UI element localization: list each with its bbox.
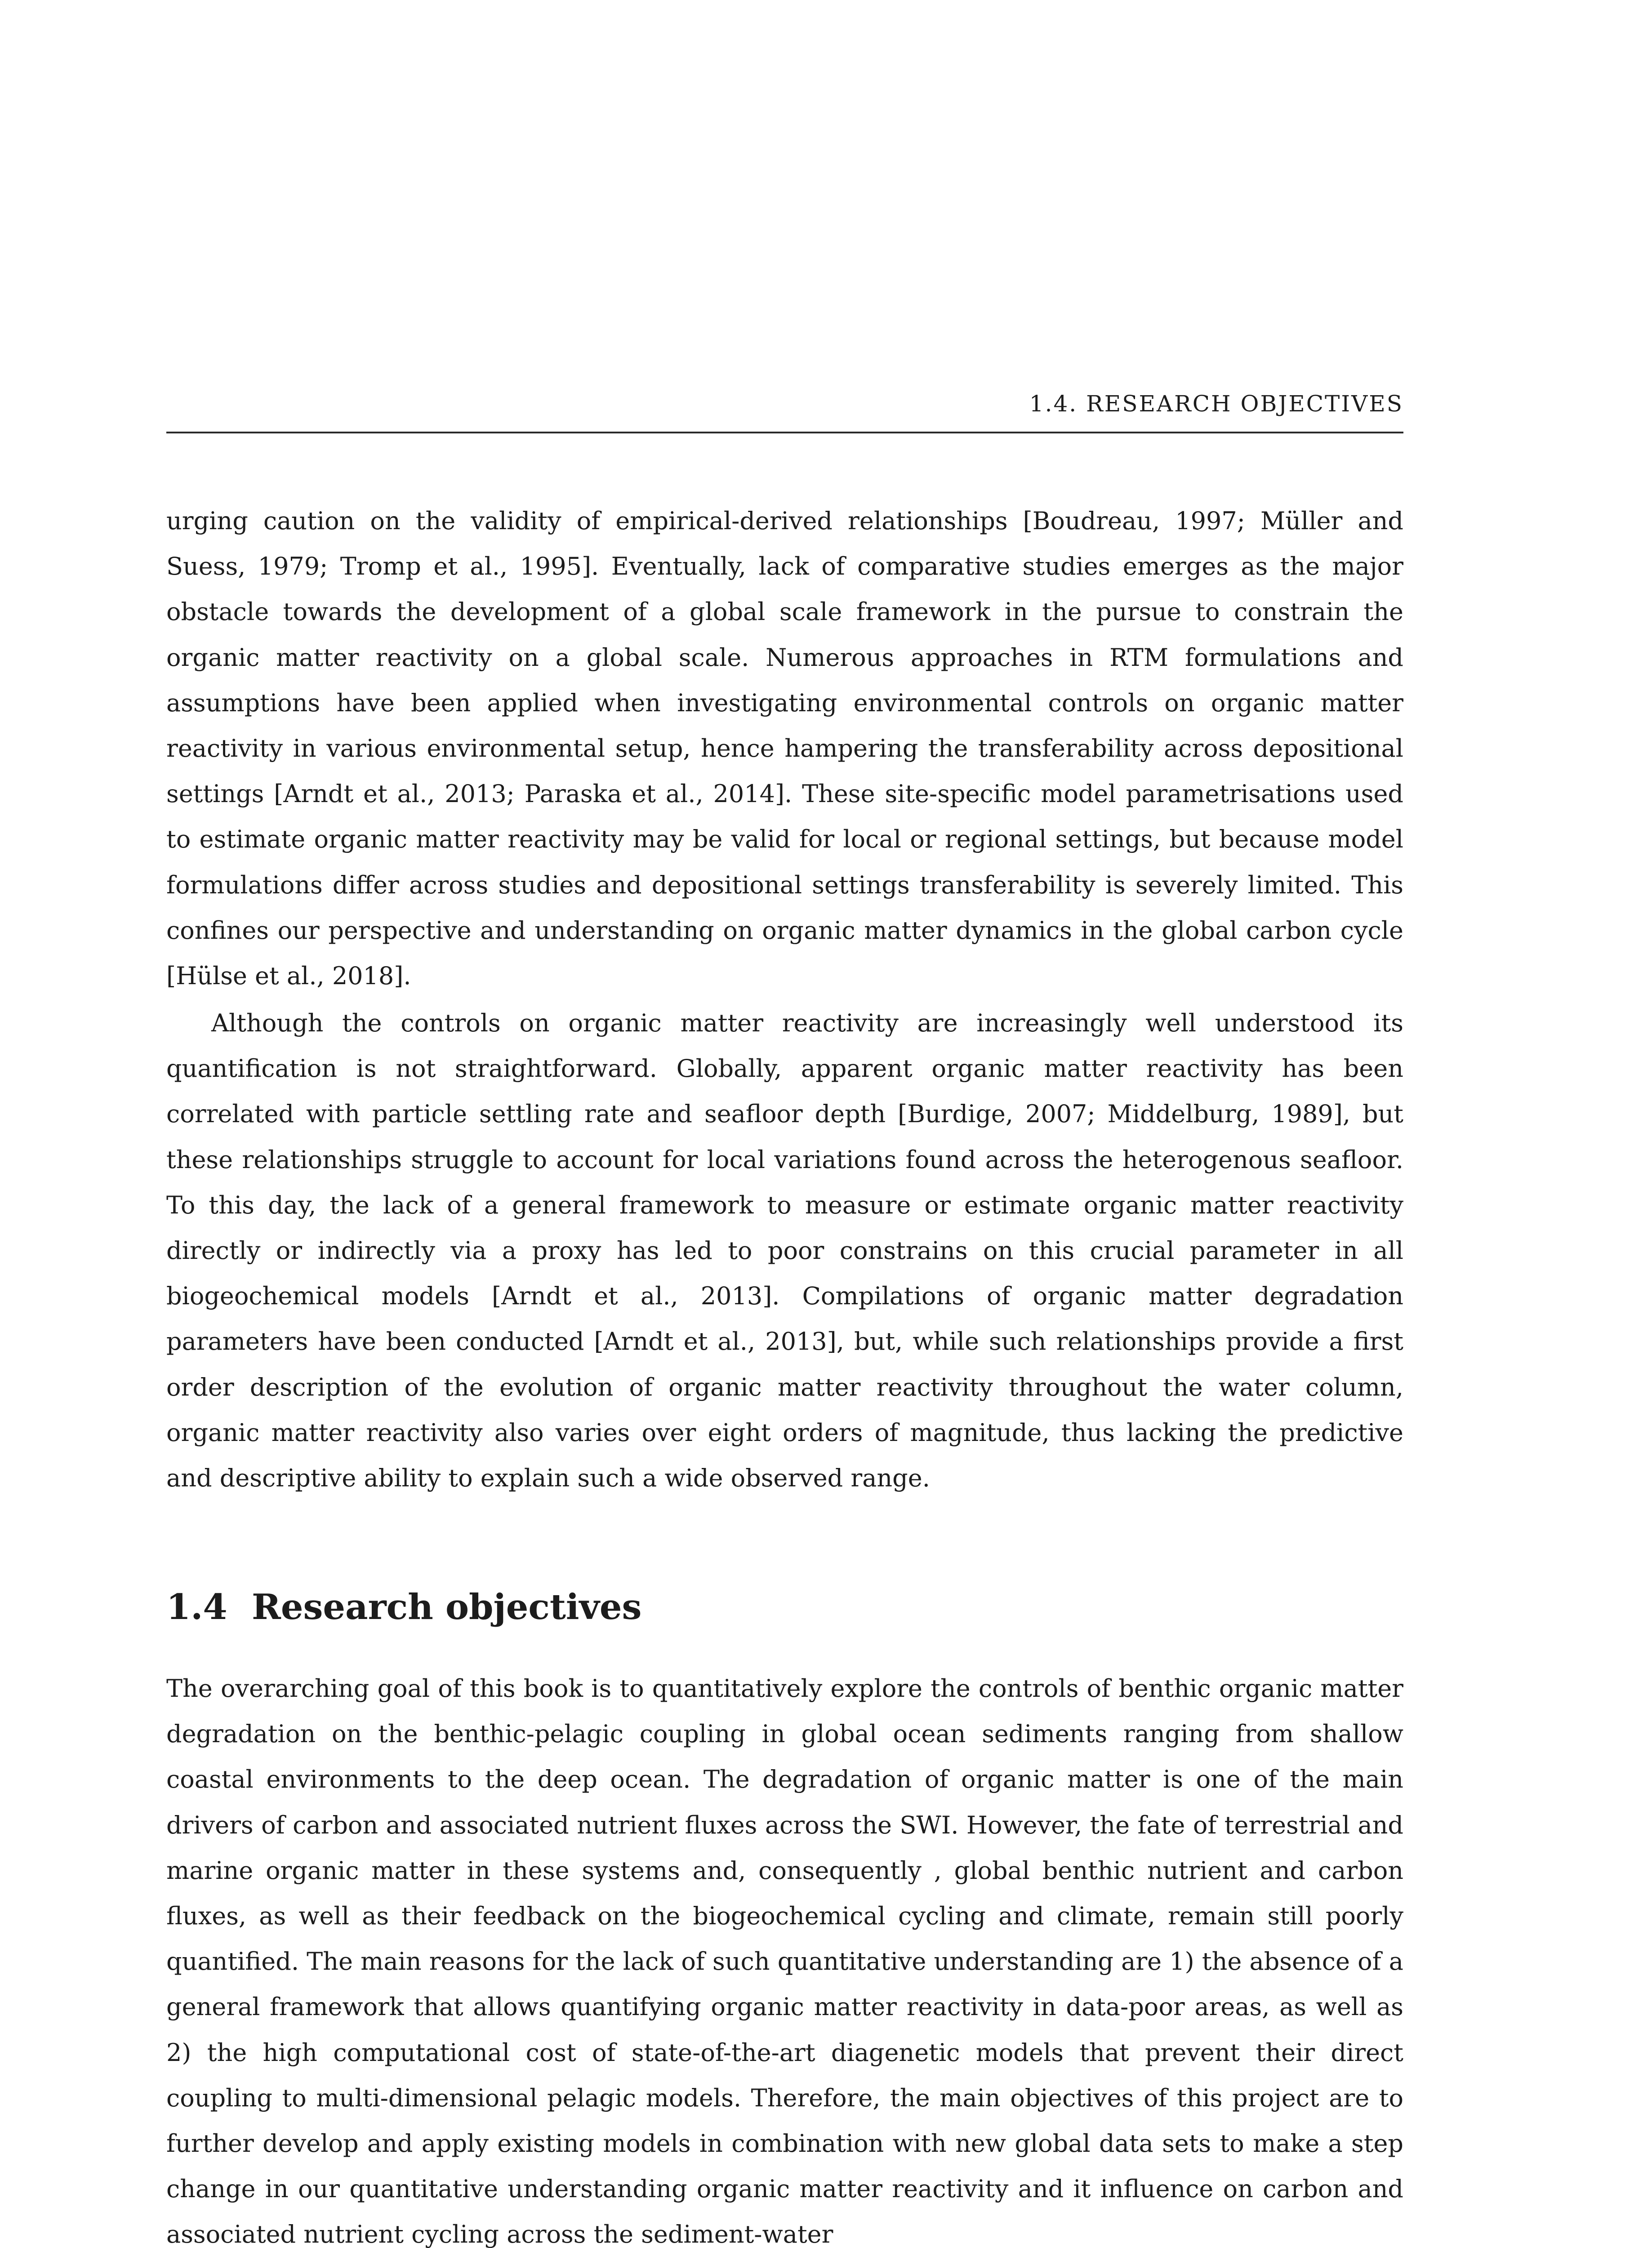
running-header	[166, 390, 1403, 433]
body-paragraph-1: urging caution on the validity of empirical-derived relationships [Boudreau, 1997; Müller and Suess, 1979; Tromp et al., 1995]. Eventually, lack of comparative studies emerges as the major obstacle towards the development of a global scale framework in the pursue to constrain the organic matter reactivity on a global scale. Numerous approaches in RTM formulations and assumptions have been applied when investigating environmental controls on organic matter reactivity in various environmental setup, hence hampering the transferability across depositional settings [Arndt et al., 2013; Paraska et al., 2014]. These site-specific model parametrisations used to estimate organic matter reactivity may be valid for local or regional settings, but because model formulations differ across studies and depositional settings transferability is severely limited. This confines our perspective and understanding on organic matter dynamics in the global carbon cycle [Hülse et al., 2018].	[166, 507, 1403, 990]
section-number: 1.4	[166, 1587, 227, 1628]
body-paragraph-2: Although the controls on organic matter reactivity are increasingly well understood its quantification is not straightforward. Globally, apparent organic matter reactivity has been correlated with particle settling rate and seafloor depth [Burdige, 2007; Middelburg, 1989], but these relationships struggle to account for local variations found across the heterogenous seafloor. To this day, the lack of a general framework to measure or estimate organic matter reactivity directly or indirectly via a proxy has led to poor constrains on this crucial parameter in all biogeochemical models [Arndt et al., 2013]. Compilations of organic matter degradation parameters have been conducted [Arndt et al., 2013], but, while such relationships provide a first order description of the evolution of organic matter reactivity throughout the water column, organic matter reactivity also varies over eight orders of magnitude, thus lacking the predictive and descriptive ability to explain such a wide observed range.	[166, 1009, 1403, 1493]
body-paragraph-3: The overarching goal of this book is to quantitatively explore the controls of benthic organic matter degradation on the benthic-pelagic coupling in global ocean sediments ranging from shallow coastal environments to the deep ocean. The degradation of organic matter is one of the main drivers of carbon and associated nutrient fluxes across the SWI. However, the fate of terrestrial and marine organic matter in these systems and, consequently , global benthic nutrient and carbon fluxes, as well as their feedback on the biogeochemical cycling and climate, remain still poorly quantified. The main reasons for the lack of such quantitative understanding are 1) the absence of a general framework that allows quantifying organic matter reactivity in data-poor areas, as well as 2) the high computational cost of state-of-the-art diagenetic models that prevent their direct coupling to multi-dimensional pelagic models. Therefore, the main objectives of this project are to further develop and apply existing models in combination with new global data sets to make a step change in our quantitative understanding organic matter reactivity and it influence on carbon and associated nutrient cycling across the sediment-water	[166, 1674, 1403, 2248]
running-header-title: 1.4. RESEARCH OBJECTIVES	[1029, 391, 1403, 417]
section-heading	[166, 1585, 641, 1630]
section-title: Research objectives	[252, 1587, 642, 1628]
